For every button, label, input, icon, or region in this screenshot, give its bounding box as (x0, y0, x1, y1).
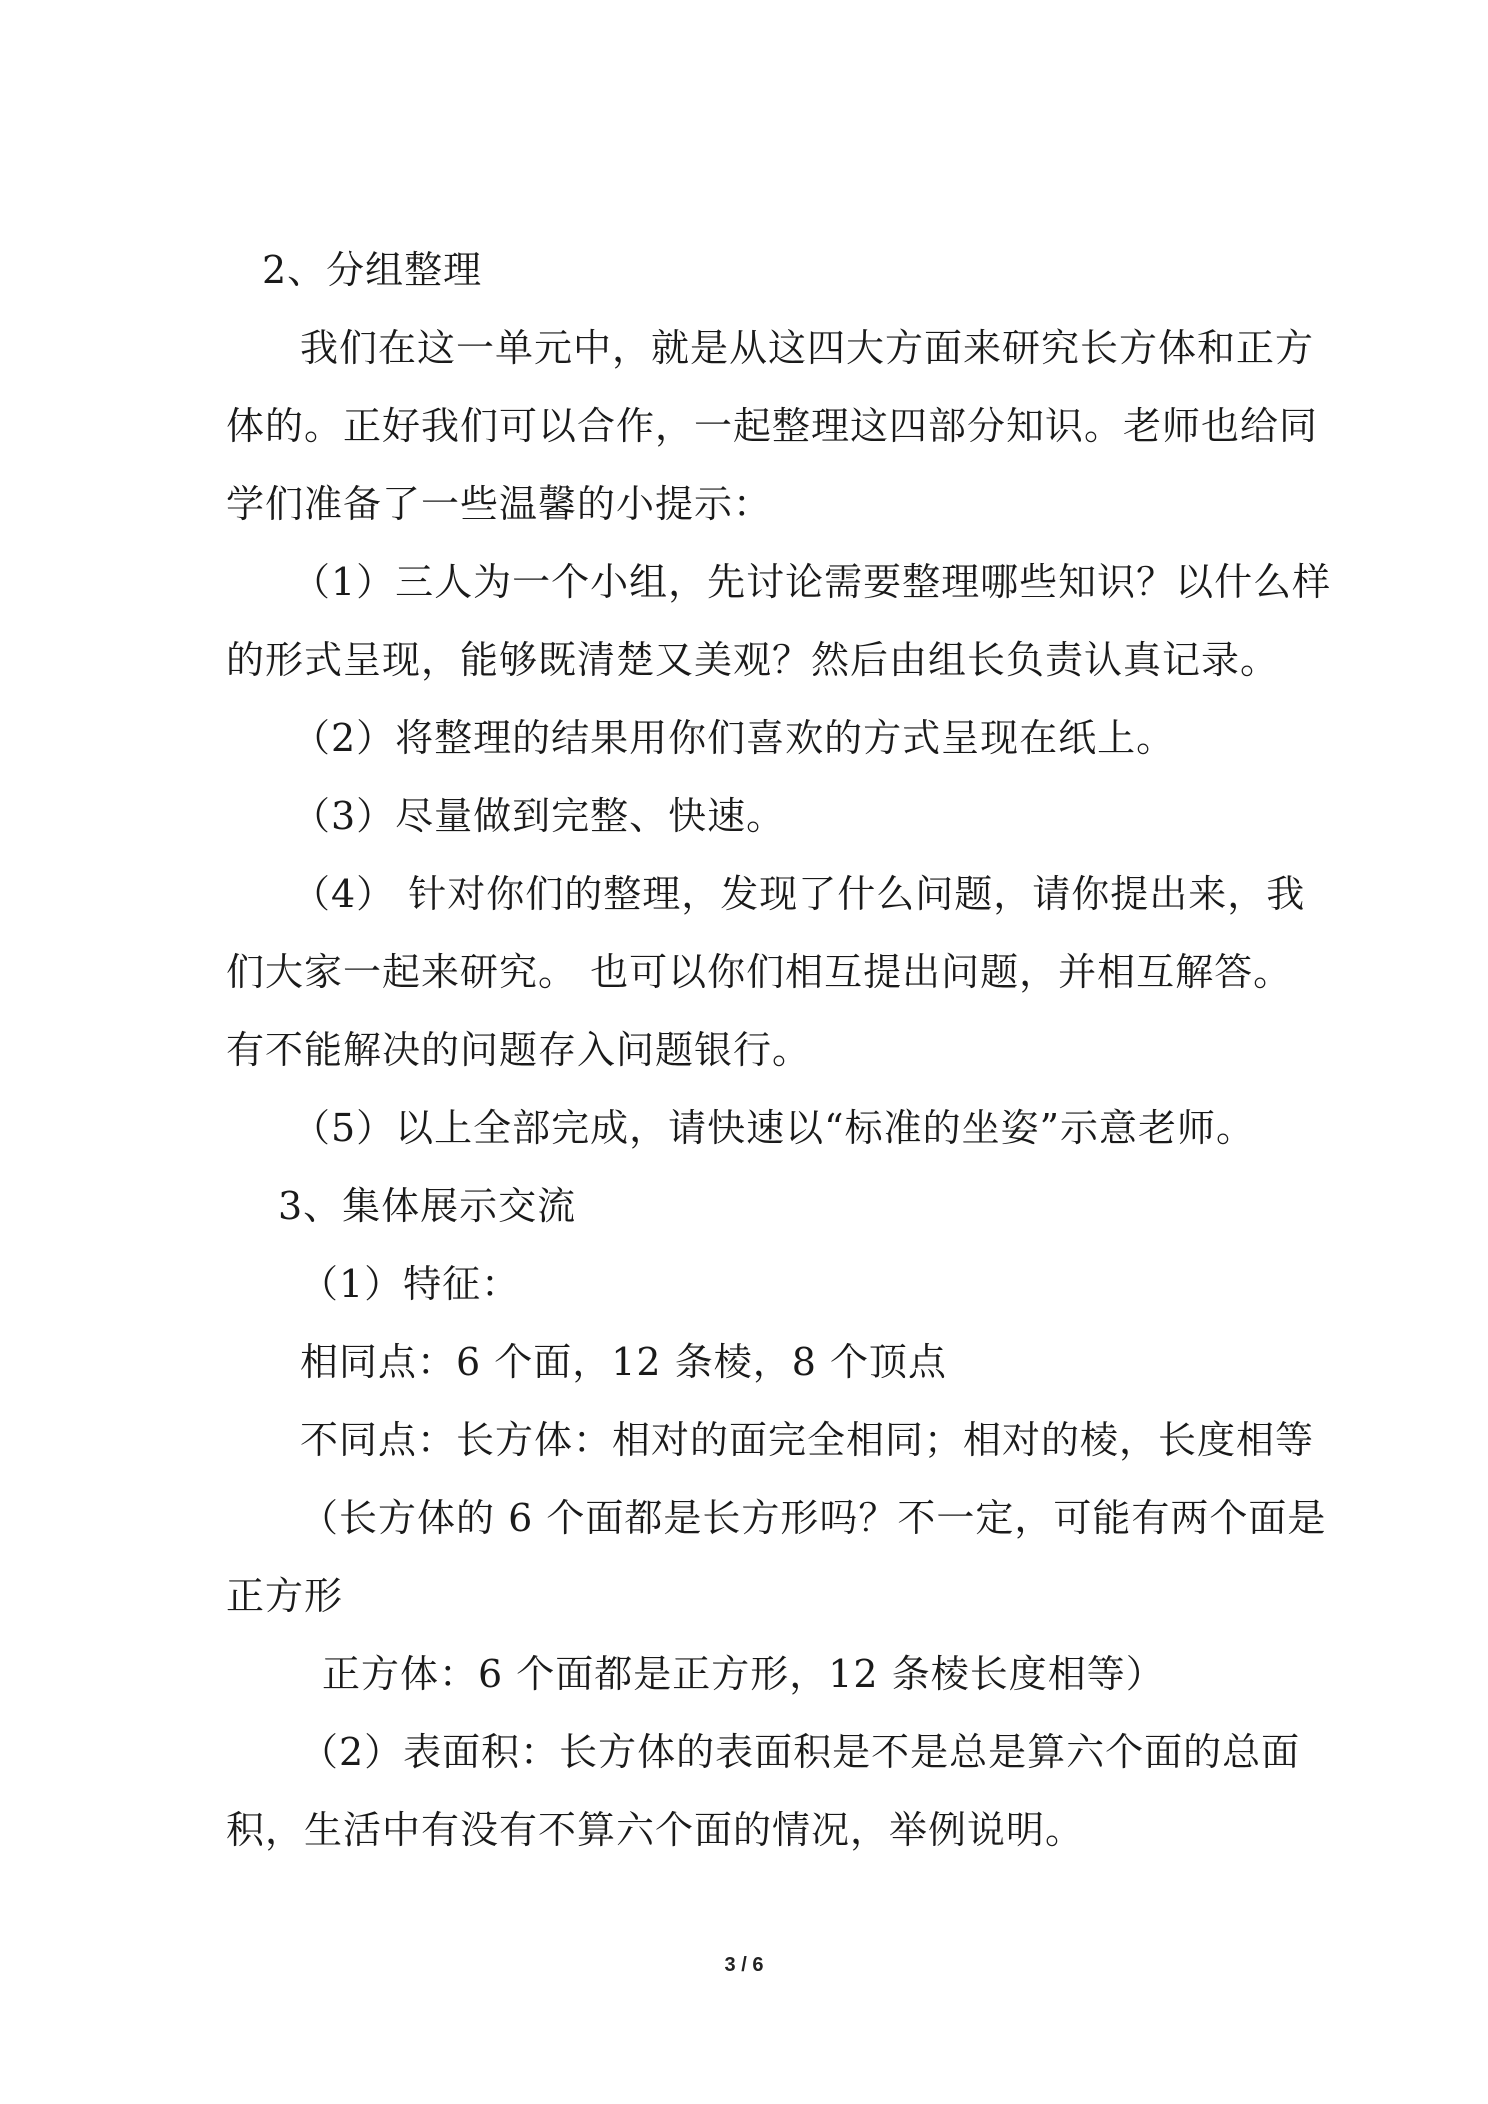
tip-line: 的形式呈现，能够既清楚又美观？然后由组长负责认真记录。 (226, 638, 1280, 682)
paragraph-line: 正方形 (226, 1574, 344, 1618)
paragraph-line: 学们准备了一些温馨的小提示： (226, 482, 773, 526)
paragraph-line: 体的。正好我们可以合作，一起整理这四部分知识。老师也给同 (226, 404, 1319, 448)
heading-collective-display: 3、集体展示交流 (278, 1184, 577, 1228)
tip-line: （3）尽量做到完整、快速。 (292, 794, 786, 838)
tip-line: （5）以上全部完成，请快速以“标准的坐姿”示意老师。 (292, 1106, 1256, 1150)
tip-line: 有不能解决的问题存入问题银行。 (226, 1028, 812, 1072)
paragraph-line: 正方体：6 个面都是正方形，12 条棱长度相等） (322, 1652, 1165, 1696)
paragraph-line: 积，生活中有没有不算六个面的情况，举例说明。 (226, 1808, 1085, 1852)
tip-line: （4） 针对你们的整理，发现了什么问题，请你提出来，我 (292, 872, 1306, 916)
page-number: 3 / 6 (724, 1954, 764, 1976)
tip-line: （2）将整理的结果用你们喜欢的方式呈现在纸上。 (292, 716, 1176, 760)
paragraph-line: 相同点：6 个面，12 条棱，8 个顶点 (300, 1340, 947, 1384)
heading-group-work: 2、分组整理 (262, 248, 483, 292)
paragraph-line: 我们在这一单元中，就是从这四大方面来研究长方体和正方 (300, 326, 1315, 370)
subheading-surface-area: （2）表面积：长方体的表面积是不是总是算六个面的总面 (300, 1730, 1301, 1774)
paragraph-line: 不同点：长方体：相对的面完全相同；相对的棱，长度相等 (300, 1418, 1315, 1462)
tip-line: 们大家一起来研究。 也可以你们相互提出问题，并相互解答。 (226, 950, 1293, 994)
subheading-features: （1）特征： (300, 1262, 521, 1306)
paragraph-line: （长方体的 6 个面都是长方形吗？不一定，可能有两个面是 (300, 1496, 1327, 1540)
tip-line: （1）三人为一个小组，先讨论需要整理哪些知识？以什么样 (292, 560, 1332, 604)
